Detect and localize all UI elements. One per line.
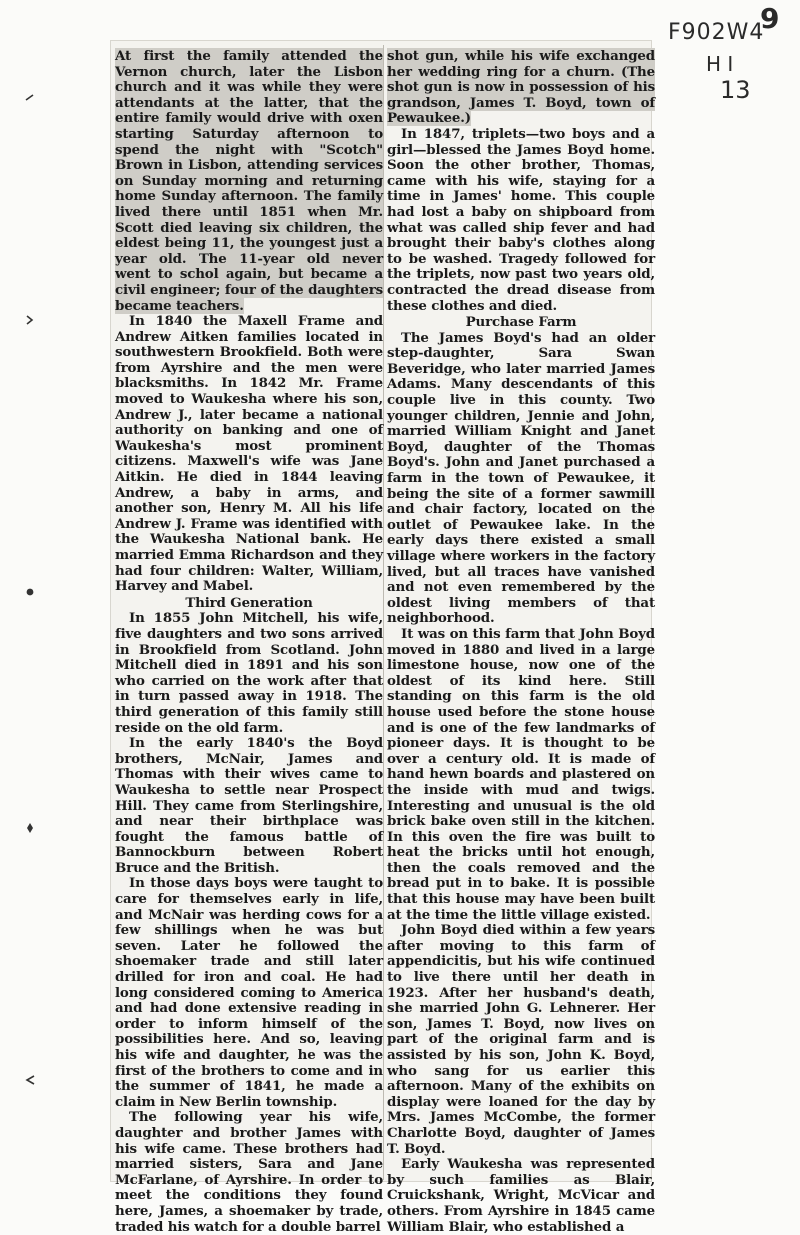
section-heading: Third Generation bbox=[185, 594, 313, 611]
section-heading: Purchase Farm bbox=[465, 314, 577, 331]
paragraph: shot gun, while his wife exchanged her wedding ring for a churn. (The shot gun is now in possession of his grandson, James T. Boyd, town of Pewaukee.) bbox=[387, 48, 655, 127]
page-number: 9 bbox=[760, 2, 780, 35]
margin-tick-mark-icon bbox=[24, 314, 36, 326]
paragraph: The James Boyd's had an older step-daughter, Sara Swan Beveridge, who later married James Adams. Many descendants of this couple live in this county. Two younger children, Jennie and John, married William Knight and Janet Boyd, daughter of the Thomas Boyd's. John and Janet purchased a farm in the town of Pewaukee, it being the site of a former sawmill and chair factory, located on the outlet of Pewaukee lake. In the early days there existed a small village where workers in the factory lived, but all traces have vanished and not even remembered by the oldest living members of that neighborhood. bbox=[387, 329, 655, 627]
paragraph: At first the family attended the Vernon church, later the Lisbon church and it was while they were attendants at the latter, that the entire family would drive with oxen starting Saturday afternoon to spend the night with "Scotch" Brown in Lisbon, attending services on Sunday morning and returning home Sunday afternoon. The family lived there until 1851 when Mr. Scott died leaving six children, the eldest being 11, the youngest just a year old. The 11-year old never went to schol again, but became a civil engineer; four of the daughters became teachers. bbox=[115, 48, 383, 314]
paragraph: In 1855 John Mitchell, his wife, five daughters and two sons arrived in Brookfield from Scotland. John Mitchell died in 1891 and his son who carried on the work after that in turn passed away in 1918. The third generation of this family still reside on the old farm. bbox=[115, 610, 383, 736]
paragraph: In those days boys were taught to care for themselves early in life, and McNair was herding cows for a few shillings when he was but seven. Later he followed the shoemaker trade and still later drilled for iron and coal. He had long considered coming to America and had done extensive reading in order to inform himself of the possibilities here. And so, leaving his wife and daughter, he was the first of the brothers to come and in the summer of 1841, he made a claim in New Berlin township. bbox=[115, 875, 383, 1110]
margin-arrow-mark-icon bbox=[24, 1074, 36, 1086]
paragraph: Early Waukesha was represented by such families as Blair, Cruickshank, Wright, McVicar and others. From Ayrshire in 1845 came William Blair, who established a bbox=[387, 1156, 655, 1235]
item-number: 13 bbox=[720, 76, 751, 104]
paragraph: In 1840 the Maxell Frame and Andrew Aitken families located in southwestern Brookfield. Both were from Ayrshire and the men were blacksmiths. In 1842 Mr. Frame moved to Waukesha where his son, Andrew J., later became a national authority on banking and one of Waukesha's most prominent citizens. Maxwell's wife was Jane Aitkin. He died in 1844 leaving Andrew, a baby in arms, and another son, Henry M. All his life Andrew J. Frame was identified with the Waukesha National bank. He married Emma Richardson and they had four children: Walter, William, Harvey and Mabel. bbox=[115, 313, 383, 595]
article-column-right bbox=[387, 49, 655, 1235]
paragraph: John Boyd died within a few years after moving to this farm of appendicitis, but his wife continued to live there until her death in 1923. After her husband's death, she married John G. Lehnerer. Her son, James T. Boyd, now lives on part of the original farm and is assisted by his son, John K. Boyd, who sang for us earlier this afternoon. Many of the exhibits on display were loaned for the day by Mrs. James McCombe, the former Charlotte Boyd, daughter of James T. Boyd. bbox=[387, 922, 655, 1157]
margin-dot-mark-icon bbox=[24, 586, 36, 598]
column-divider bbox=[383, 45, 384, 1180]
paragraph: In 1847, triplets—two boys and a girl—blessed the James Boyd home. Soon the other brother, Thomas, came with his wife, staying for a time in James' home. This couple had lost a baby on shipboard from what was called ship fever and had brought their baby's clothes along to be washed. Tragedy followed for the triplets, now past two years old, contracted the dread disease from these clothes and died. bbox=[387, 125, 655, 314]
paragraph: It was on this farm that John Boyd moved in 1880 and lived in a large limestone house, now one of the oldest of its kind here. Still standing on this farm is the old house used before the stone house and is one of the few landmarks of pioneer days. It is thought to be over a century old. It is made of hand hewn boards and plastered on the inside with mud and twigs. Interesting and unusual is the old brick bake oven still in the kitchen. In this oven the fire was built to heat the bricks until hot enough, then the coals removed and the bread put in to bake. It is possible that this house may have been built at the time the little village existed. bbox=[387, 625, 655, 923]
paragraph: The following year his wife, daughter and brother James with his wife came. These brothers had married sisters, Sara and Jane McFarlane, of Ayrshire. In order to meet the conditions they found here, James, a shoemaker by trade, traded his watch for a double barrel bbox=[115, 1109, 383, 1235]
margin-dot-mark-icon bbox=[24, 822, 36, 834]
newspaper-clipping bbox=[110, 40, 655, 1235]
collection-mark: H I bbox=[706, 52, 734, 76]
article-column-left bbox=[115, 49, 383, 1235]
paragraph: In the early 1840's the Boyd brothers, McNair, James and Thomas with their wives came to Waukesha to settle near Prospect Hill. They came from Sterlingshire, and near their birthplace was fought the famous battle of Bannockburn between Robert Bruce and the British. bbox=[115, 735, 383, 876]
archive-code: F902W4 bbox=[668, 20, 765, 45]
margin-tick-mark-icon bbox=[24, 92, 36, 104]
